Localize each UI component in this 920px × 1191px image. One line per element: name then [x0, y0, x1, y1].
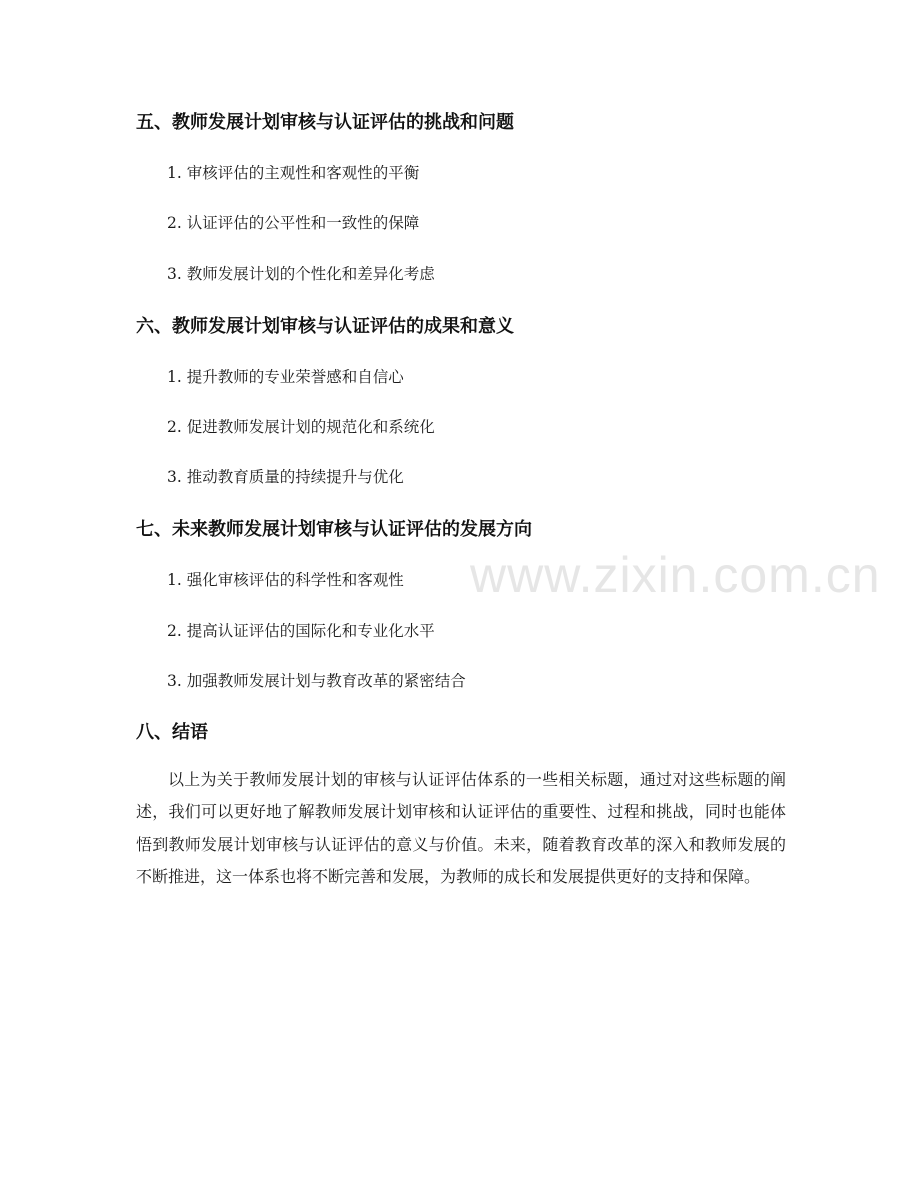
list-item: 2. 促进教师发展计划的规范化和系统化: [167, 418, 435, 436]
section-heading-6: 六、教师发展计划审核与认证评估的成果和意义: [136, 316, 514, 337]
list-item: 2. 提高认证评估的国际化和专业化水平: [167, 622, 435, 640]
list-item: 3. 教师发展计划的个性化和差异化考虑: [167, 265, 435, 283]
watermark: www.zixin.com.cn: [470, 547, 881, 603]
section-heading-5: 五、教师发展计划审核与认证评估的挑战和问题: [136, 112, 514, 133]
list-item: 3. 加强教师发展计划与教育改革的紧密结合: [167, 672, 466, 690]
list-item: 1. 审核评估的主观性和客观性的平衡: [167, 164, 420, 182]
list-item: 2. 认证评估的公平性和一致性的保障: [167, 214, 420, 232]
section-heading-7: 七、未来教师发展计划审核与认证评估的发展方向: [136, 519, 532, 540]
list-item: 1. 强化审核评估的科学性和客观性: [167, 571, 404, 589]
conclusion-paragraph: 以上为关于教师发展计划的审核与认证评估体系的一些相关标题，通过对这些标题的阐述，我们可以更好地了解教师发展计划审核和认证评估的重要性、过程和挑战，同时也能体悟到教师发展计划审核与认证评估的意义与价值。未来，随着教育改革的深入和教师发展的不断推进，这一体系也将不断完善和发展，为教师的成长和发展提供更好的支持和保障。: [136, 770, 786, 887]
list-item: 3. 推动教育质量的持续提升与优化: [167, 468, 404, 486]
section-heading-8: 八、结语: [136, 722, 208, 743]
list-item: 1. 提升教师的专业荣誉感和自信心: [167, 368, 404, 386]
